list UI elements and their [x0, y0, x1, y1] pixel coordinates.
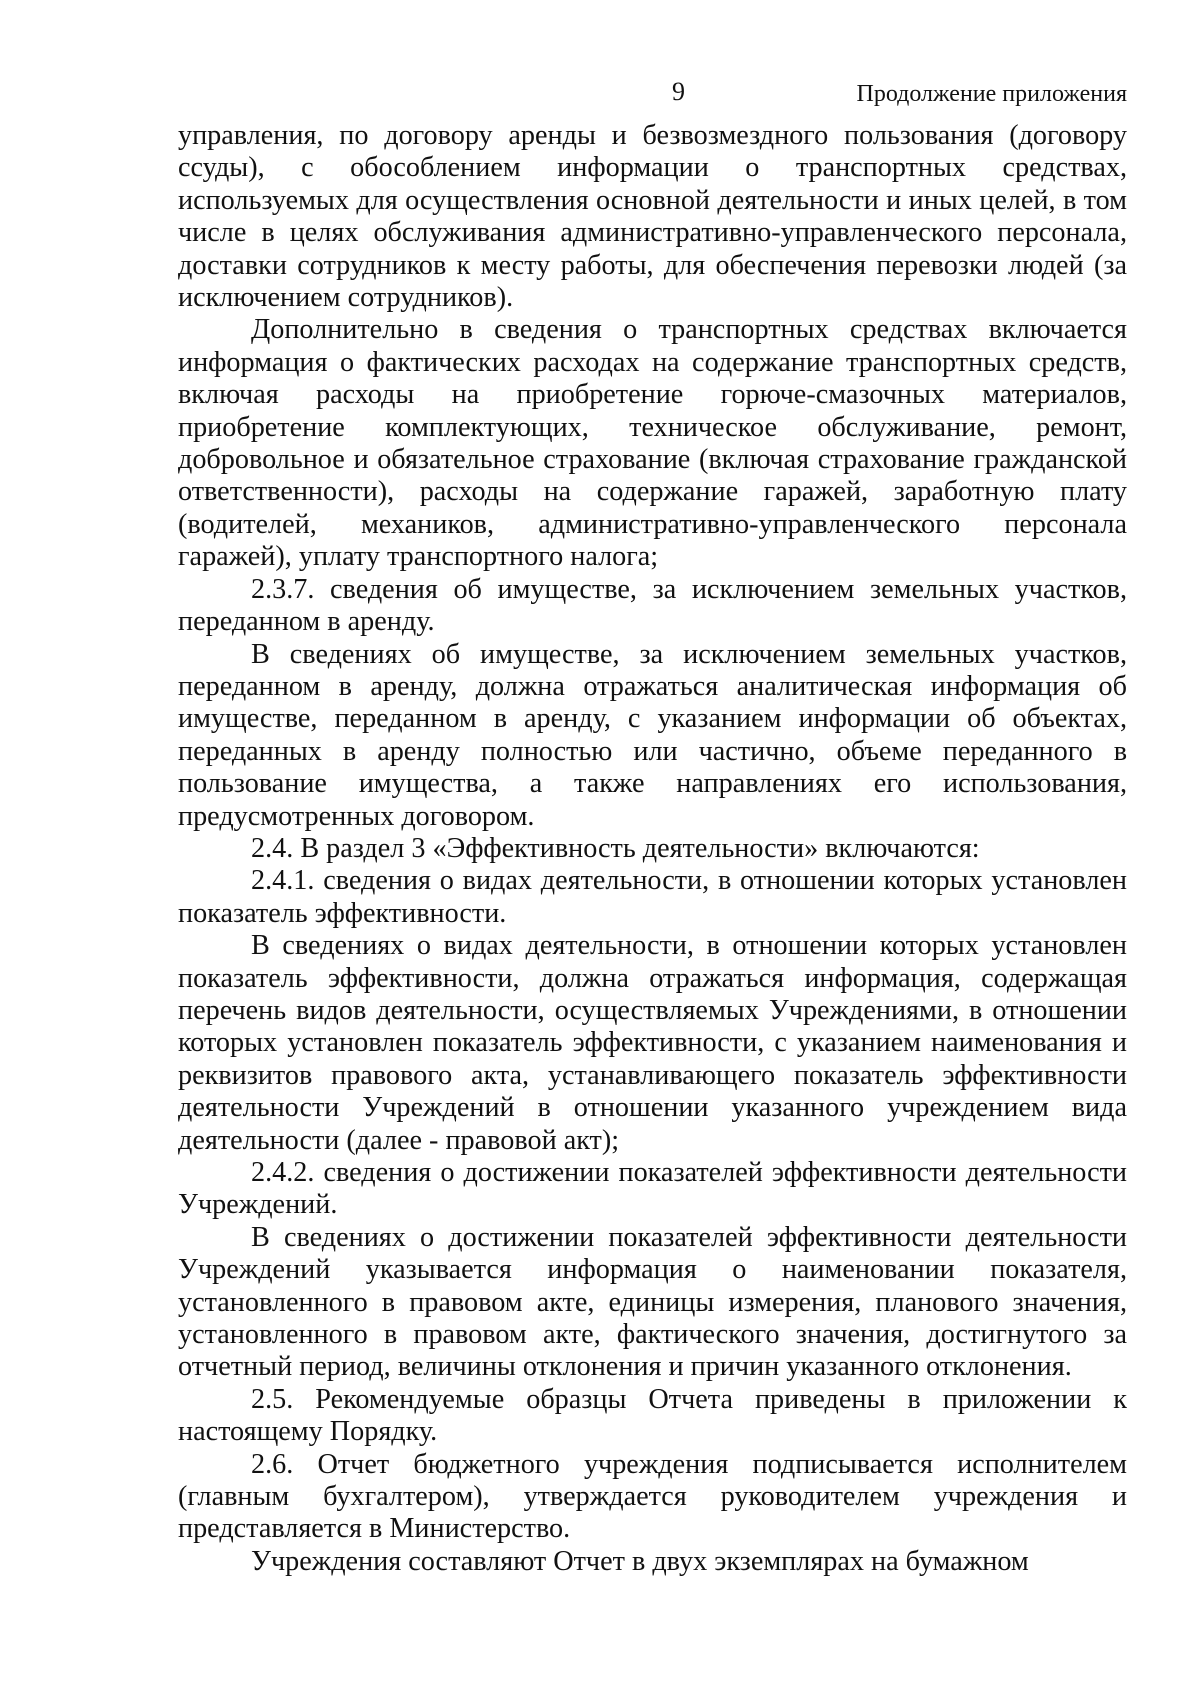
paragraph-2-4: 2.4. В раздел 3 «Эффективность деятельности» включаются: [251, 832, 980, 864]
paragraph-2-5: 2.5. Рекомендуемые образцы Отчета приведены в приложении к настоящему Порядку. [178, 1383, 1127, 1448]
page-number: 9 [672, 77, 685, 106]
paragraph-2-3-7: 2.3.7. сведения об имуществе, за исключением земельных участков, переданном в аренду. [178, 573, 1127, 638]
paragraph-2-6: 2.6. Отчет бюджетного учреждения подписывается исполнителем (главным бухгалтером), утверждается руководителем учреждения и представляется в Министерство. [178, 1448, 1127, 1545]
paragraph-2-4-2: 2.4.2. сведения о достижении показателей эффективности деятельности Учреждений. [178, 1157, 1127, 1221]
paragraph-activity-types: В сведениях о видах деятельности, в отношении которых установлен показатель эффективности, должна отражаться информация, содержащая перечень видов деятельности, осуществляемых Учреждениями, в отношении которых установлен показатель эффективности, с указанием наименования и реквизитов правового акта, устанавливающего показатель эффективности деятельности Учреждений в отношении указанного учреждением вида деятельности (далее - правовой акт); [178, 930, 1127, 1156]
paragraph-indicator-achievement: В сведениях о достижении показателей эффективности деятельности Учреждений указывается информация о наименовании показателя, установленного в правовом акте, единицы измерения, планового значения, установленного в правовом акте, фактического значения, достигнутого за отчетный период, величины отклонения и причин указанного отклонения. [178, 1221, 1127, 1383]
running-header: Продолжение приложения [856, 81, 1127, 107]
body-text [178, 120, 1127, 1578]
paragraph-vehicle-costs: Дополнительно в сведения о транспортных средствах включается информация о фактических расходах на содержание транспортных средств, включая расходы на приобретение горюче-смазочных материалов, приобретение комплектующих, техническое обслуживание, ремонт, добровольное и обязательное страхование (включая страхование гражданской ответственности), расходы на содержание гаражей, заработную плату (водителей, механиков, административно-управленческого персонала гаражей), уплату транспортного налога; [178, 314, 1127, 573]
paragraph-leased-property: В сведениях об имуществе, за исключением земельных участков, переданном в аренду, должна отражаться аналитическая информация об имуществе, переданном в аренду, с указанием информации об объектах, переданных в аренду полностью или частично, объеме переданного в пользование имущества, а также направлениях его использования, предусмотренных договором. [178, 638, 1127, 832]
paragraph-2-4-1: 2.4.1. сведения о видах деятельности, в отношении которых установлен показатель эффективности. [178, 865, 1127, 929]
paragraph-continuation: управления, по договору аренды и безвозмездного пользования (договору ссуды), с обособлением информации о транспортных средствах, используемых для осуществления основной деятельности и иных целей, в том числе в целях обслуживания административно-управленческого персонала, доставки сотрудников к месту работы, для обеспечения перевозки людей (за исключением сотрудников). [178, 120, 1127, 314]
paragraph-two-copies: Учреждения составляют Отчет в двух экземплярах на бумажном [251, 1545, 1029, 1577]
